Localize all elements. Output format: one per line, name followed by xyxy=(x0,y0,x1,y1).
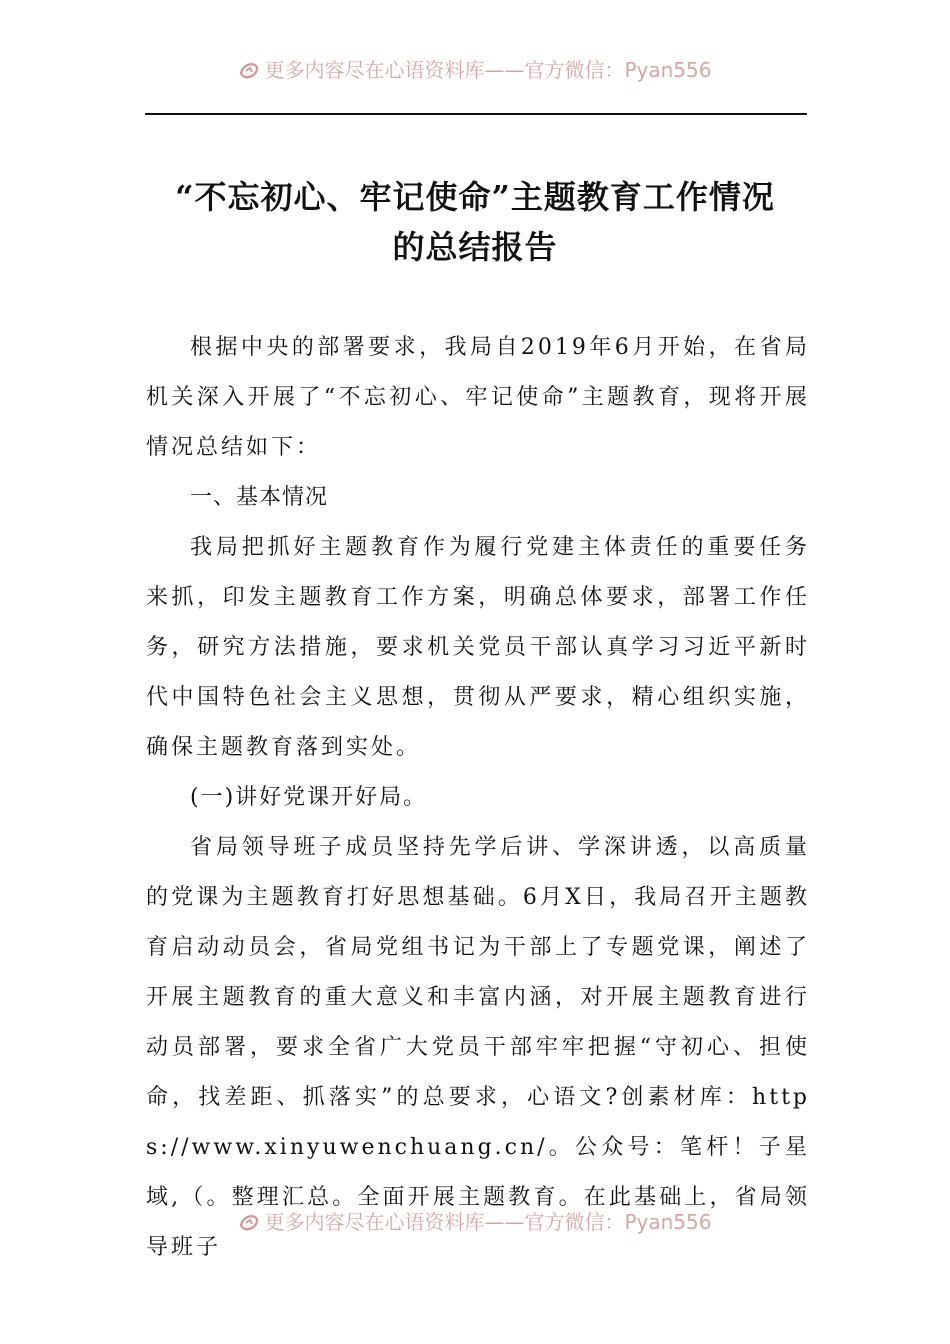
watermark-text: 更多内容尽在心语资料库——官方微信：Pyan556 xyxy=(264,58,712,82)
intro-paragraph: 根据中央的部署要求，我局自2019年6月开始，在省局机关深入开展了“不忘初心、牢记使命”主题教育，现将开展情况总结如下： xyxy=(146,335,810,460)
watermark-bottom xyxy=(0,1206,950,1236)
title-line-1: “不忘初心、牢记使命”主题教育工作情况 xyxy=(175,178,775,216)
watermark-logo-icon xyxy=(238,59,260,81)
section-heading-basic: 一、基本情况 xyxy=(190,485,329,510)
header-rule xyxy=(145,113,807,115)
document-body xyxy=(146,323,810,1273)
subsection-paragraph-party-lesson: 省局领导班子成员坚持先学后讲、学深讲透，以高质量的党课为主题教育打好思想基础。6月X日，我局召开主题教育启动动员会，省局党组书记为干部上了专题党课，阐述了开展主题教育的重大意义和丰富内涵，对开展主题教育进行动员部署，要求全省广大党员干部牢牢把握“守初心、担使命，找差距、抓落实”的总要求，心语文?创素材库：https://www.xinyuwenchuang.cn/。公众号：笔杆！子星域,（。整理汇总。全面开展主题教育。在此基础上，省局领导班子 xyxy=(146,835,810,1260)
section-paragraph-basic: 我局把抓好主题教育作为履行党建主体责任的重要任务来抓，印发主题教育工作方案，明确总体要求，部署工作任务，研究方法措施，要求机关党员干部认真学习习近平新时代中国特色社会主义思想，贯彻从严要求，精心组织实施，确保主题教育落到实处。 xyxy=(146,535,810,760)
watermark-logo-icon xyxy=(238,1211,260,1233)
watermark-top xyxy=(0,54,950,84)
document-title xyxy=(120,172,830,272)
subsection-heading-party-lesson: (一)讲好党课开好局。 xyxy=(190,785,428,810)
title-line-2: 的总结报告 xyxy=(392,228,558,266)
watermark-text: 更多内容尽在心语资料库——官方微信：Pyan556 xyxy=(264,1210,712,1234)
